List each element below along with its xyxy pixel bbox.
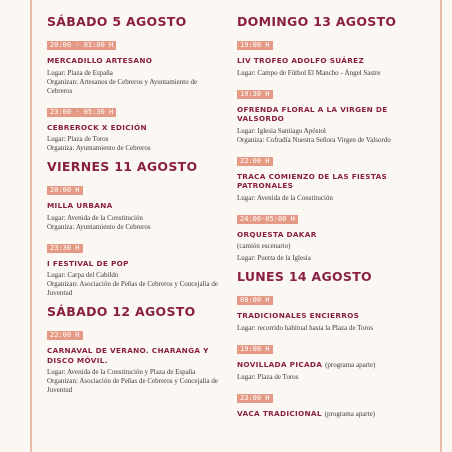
event-item <box>237 208 437 264</box>
event-place: Lugar: Puerta de la Iglesia <box>237 254 311 262</box>
event-title-text: CEBREROCK X EDICIÓN <box>47 122 147 132</box>
event-title-note: (programa aparte) <box>324 410 376 418</box>
event-place: Lugar: Campo de Fútbol El Mancho - Ángel Sastre <box>237 68 381 77</box>
event-title-text: TRACA COMIENZO DE LAS FIESTAS PATRONALES <box>237 171 388 190</box>
event-place: Lugar: Plaza de Toros <box>237 373 299 381</box>
time-badge: 22:00 H <box>237 157 273 166</box>
event-item <box>47 324 219 395</box>
day-heading: DOMINGO 13 AGOSTO <box>237 14 397 29</box>
event-title-text: CARNAVAL DE VERANO. CHARANGA Y DISCO MÓVIL. <box>47 346 209 365</box>
event-title-text: TRADICIONALES ENCIERROS <box>237 311 360 320</box>
event-item <box>47 101 219 154</box>
left-column <box>47 14 219 401</box>
event-item <box>237 83 437 145</box>
event-title <box>47 346 219 365</box>
event-title <box>237 105 437 124</box>
event-item <box>47 34 219 96</box>
time-badge: 19:30 H <box>237 90 273 99</box>
event-place: Lugar: Iglesia Santiago Apóstol <box>237 126 326 135</box>
time-badge: 24:00-05:00 H <box>237 215 298 224</box>
event-item <box>237 338 437 383</box>
event-organizer: Organizan: Artesanos de Cebreros y Ayuntamiento de Cebreros <box>47 77 198 95</box>
event-item <box>237 34 437 78</box>
event-title-note: (programa aparte) <box>325 360 376 369</box>
event-title <box>47 123 219 133</box>
time-badge: 19:00 H <box>237 41 273 50</box>
event-item <box>237 289 437 333</box>
event-title-text: NOVILLADA PICADA <box>237 359 323 369</box>
day-heading: LUNES 14 AGOSTO <box>237 269 372 284</box>
event-title-text: OFRENDA FLORAL A LA VIRGEN DE VALSORDO <box>237 104 388 123</box>
event-title <box>237 409 437 420</box>
time-badge: 08:00 H <box>237 296 273 305</box>
event-title <box>237 311 437 321</box>
event-title <box>237 172 437 191</box>
event-title <box>47 201 219 211</box>
event-title <box>237 360 437 371</box>
left-border-line <box>30 0 32 452</box>
event-title-text: MERCADILLO ARTESANO <box>47 56 153 65</box>
event-title <box>47 56 219 66</box>
event-title-text: MILLA URBANA <box>47 201 113 210</box>
day-section <box>237 14 437 263</box>
event-place: Lugar: Carpa del Cabildo <box>47 271 119 279</box>
event-place: Lugar: Plaza de Toros <box>47 135 109 143</box>
day-section <box>47 14 219 153</box>
event-organizer: Organizan: Asociación de Peñas de Cebreros y Concejalía de Juventud <box>47 377 218 394</box>
event-place: Lugar: Plaza de España <box>47 68 113 77</box>
event-title-text: I FESTIVAL DE POP <box>47 258 129 268</box>
event-organizer: Organiza: Ayuntamiento de Cebreros <box>47 222 151 231</box>
day-section <box>47 304 219 395</box>
event-title <box>237 230 437 240</box>
event-note: (camión escenario) <box>237 242 291 250</box>
event-title-text: ORQUESTA DAKAR <box>237 229 317 239</box>
time-badge: 20:00 - 01:00 H <box>47 41 116 50</box>
event-title <box>47 259 219 269</box>
right-column <box>237 14 437 426</box>
time-badge: 23:30 H <box>47 244 83 253</box>
event-item <box>47 237 219 299</box>
event-place: Lugar: recorrido habitual hasta la Plaza de Toros <box>237 323 374 332</box>
event-item <box>47 179 219 232</box>
time-badge: 19:00 H <box>237 345 273 354</box>
event-item <box>237 150 437 203</box>
event-place: Lugar: Avenida de la Constitución y Plaza de España <box>47 368 196 376</box>
event-place: Lugar: Avenida de la Constitución <box>237 193 333 202</box>
day-heading: VIERNES 11 AGOSTO <box>47 159 198 174</box>
event-organizer: Organiza: Cofradía Nuestra Señora Virgen de Valsordo <box>237 135 391 144</box>
event-title-text: LIV TROFEO ADOLFO SUÁREZ <box>237 56 365 65</box>
event-title <box>237 56 437 66</box>
time-badge: 22:00 H <box>47 331 83 340</box>
event-organizer: Organizan: Asociación de Peñas de Cebreros y Concejalía de Juventud <box>47 280 218 297</box>
time-badge: 23:00 - 05:30 H <box>47 108 116 117</box>
right-border-line <box>440 0 442 452</box>
time-badge: 20:00 H <box>47 186 83 195</box>
day-section <box>47 159 219 298</box>
day-heading: SÁBADO 12 AGOSTO <box>47 304 196 319</box>
day-section <box>237 269 437 420</box>
event-item <box>237 387 437 420</box>
day-heading: SÁBADO 5 AGOSTO <box>47 14 187 29</box>
event-place: Lugar: Avenida de la Constitución <box>47 213 143 222</box>
time-badge: 23:00 H <box>237 394 273 403</box>
event-title-text: VACA TRADICIONAL <box>237 409 322 418</box>
event-organizer: Organiza: Ayuntamiento de Cebreros <box>47 144 151 152</box>
